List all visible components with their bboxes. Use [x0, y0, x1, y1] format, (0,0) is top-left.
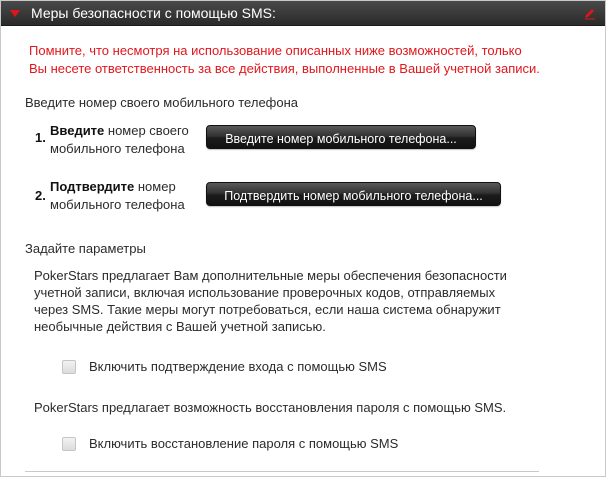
phone-section-title: Введите номер своего мобильного телефона [25, 95, 299, 110]
step-2-number: 2. [35, 188, 46, 203]
params-desc-line-1: PokerStars предлагает Вам дополнительные меры обеспечения безопасности [34, 268, 507, 283]
step-1-bold: Введите [50, 123, 105, 138]
collapse-triangle-icon[interactable] [9, 8, 21, 18]
params-desc-line-3: через SMS. Такие меры могут потребоваться, если наша система обнаружит [34, 302, 501, 317]
step-1-rest: номер своего [104, 123, 189, 138]
responsibility-warning [29, 42, 589, 78]
panel-header [1, 1, 605, 26]
step-1-text [50, 122, 189, 158]
section-divider [25, 471, 539, 472]
enter-phone-button[interactable]: Введите номер мобильного телефона... [206, 125, 476, 149]
params-section-title: Задайте параметры [25, 241, 146, 256]
params-desc-line-2: учетной записи, включая использование проверочных кодов, отправляемых [34, 285, 496, 300]
params-desc-line-4: необычные действия с Вашей учетной записью. [34, 319, 326, 334]
recovery-text: PokerStars предлагает возможность восстановления пароля с помощью SMS. [34, 400, 507, 415]
step-1-line-2: мобильного телефона [50, 141, 185, 156]
params-description [34, 267, 554, 335]
recovery-description [34, 399, 554, 416]
step-1-number: 1. [35, 130, 46, 145]
recovery-sms-checkbox[interactable] [62, 437, 76, 451]
warning-line-2: Вы несете ответственность за все действия, выполненные в Вашей учетной записи. [29, 61, 540, 76]
recovery-sms-label[interactable]: Включить восстановление пароля с помощью SMS [89, 436, 399, 451]
confirm-phone-button[interactable]: Подтвердить номер мобильного телефона... [206, 182, 501, 206]
step-2-bold: Подтвердите [50, 179, 135, 194]
warning-line-1: Помните, что несмотря на использование описанных ниже возможностей, только [29, 43, 522, 58]
panel-title: Меры безопасности с помощью SMS: [31, 5, 276, 21]
step-2-line-2: мобильного телефона [50, 197, 185, 212]
login-sms-label[interactable]: Включить подтверждение входа с помощью SMS [89, 359, 387, 374]
edit-pencil-icon[interactable] [583, 6, 597, 20]
step-2-rest: номер [134, 179, 176, 194]
step-2-text [50, 178, 185, 214]
login-sms-checkbox[interactable] [62, 360, 76, 374]
